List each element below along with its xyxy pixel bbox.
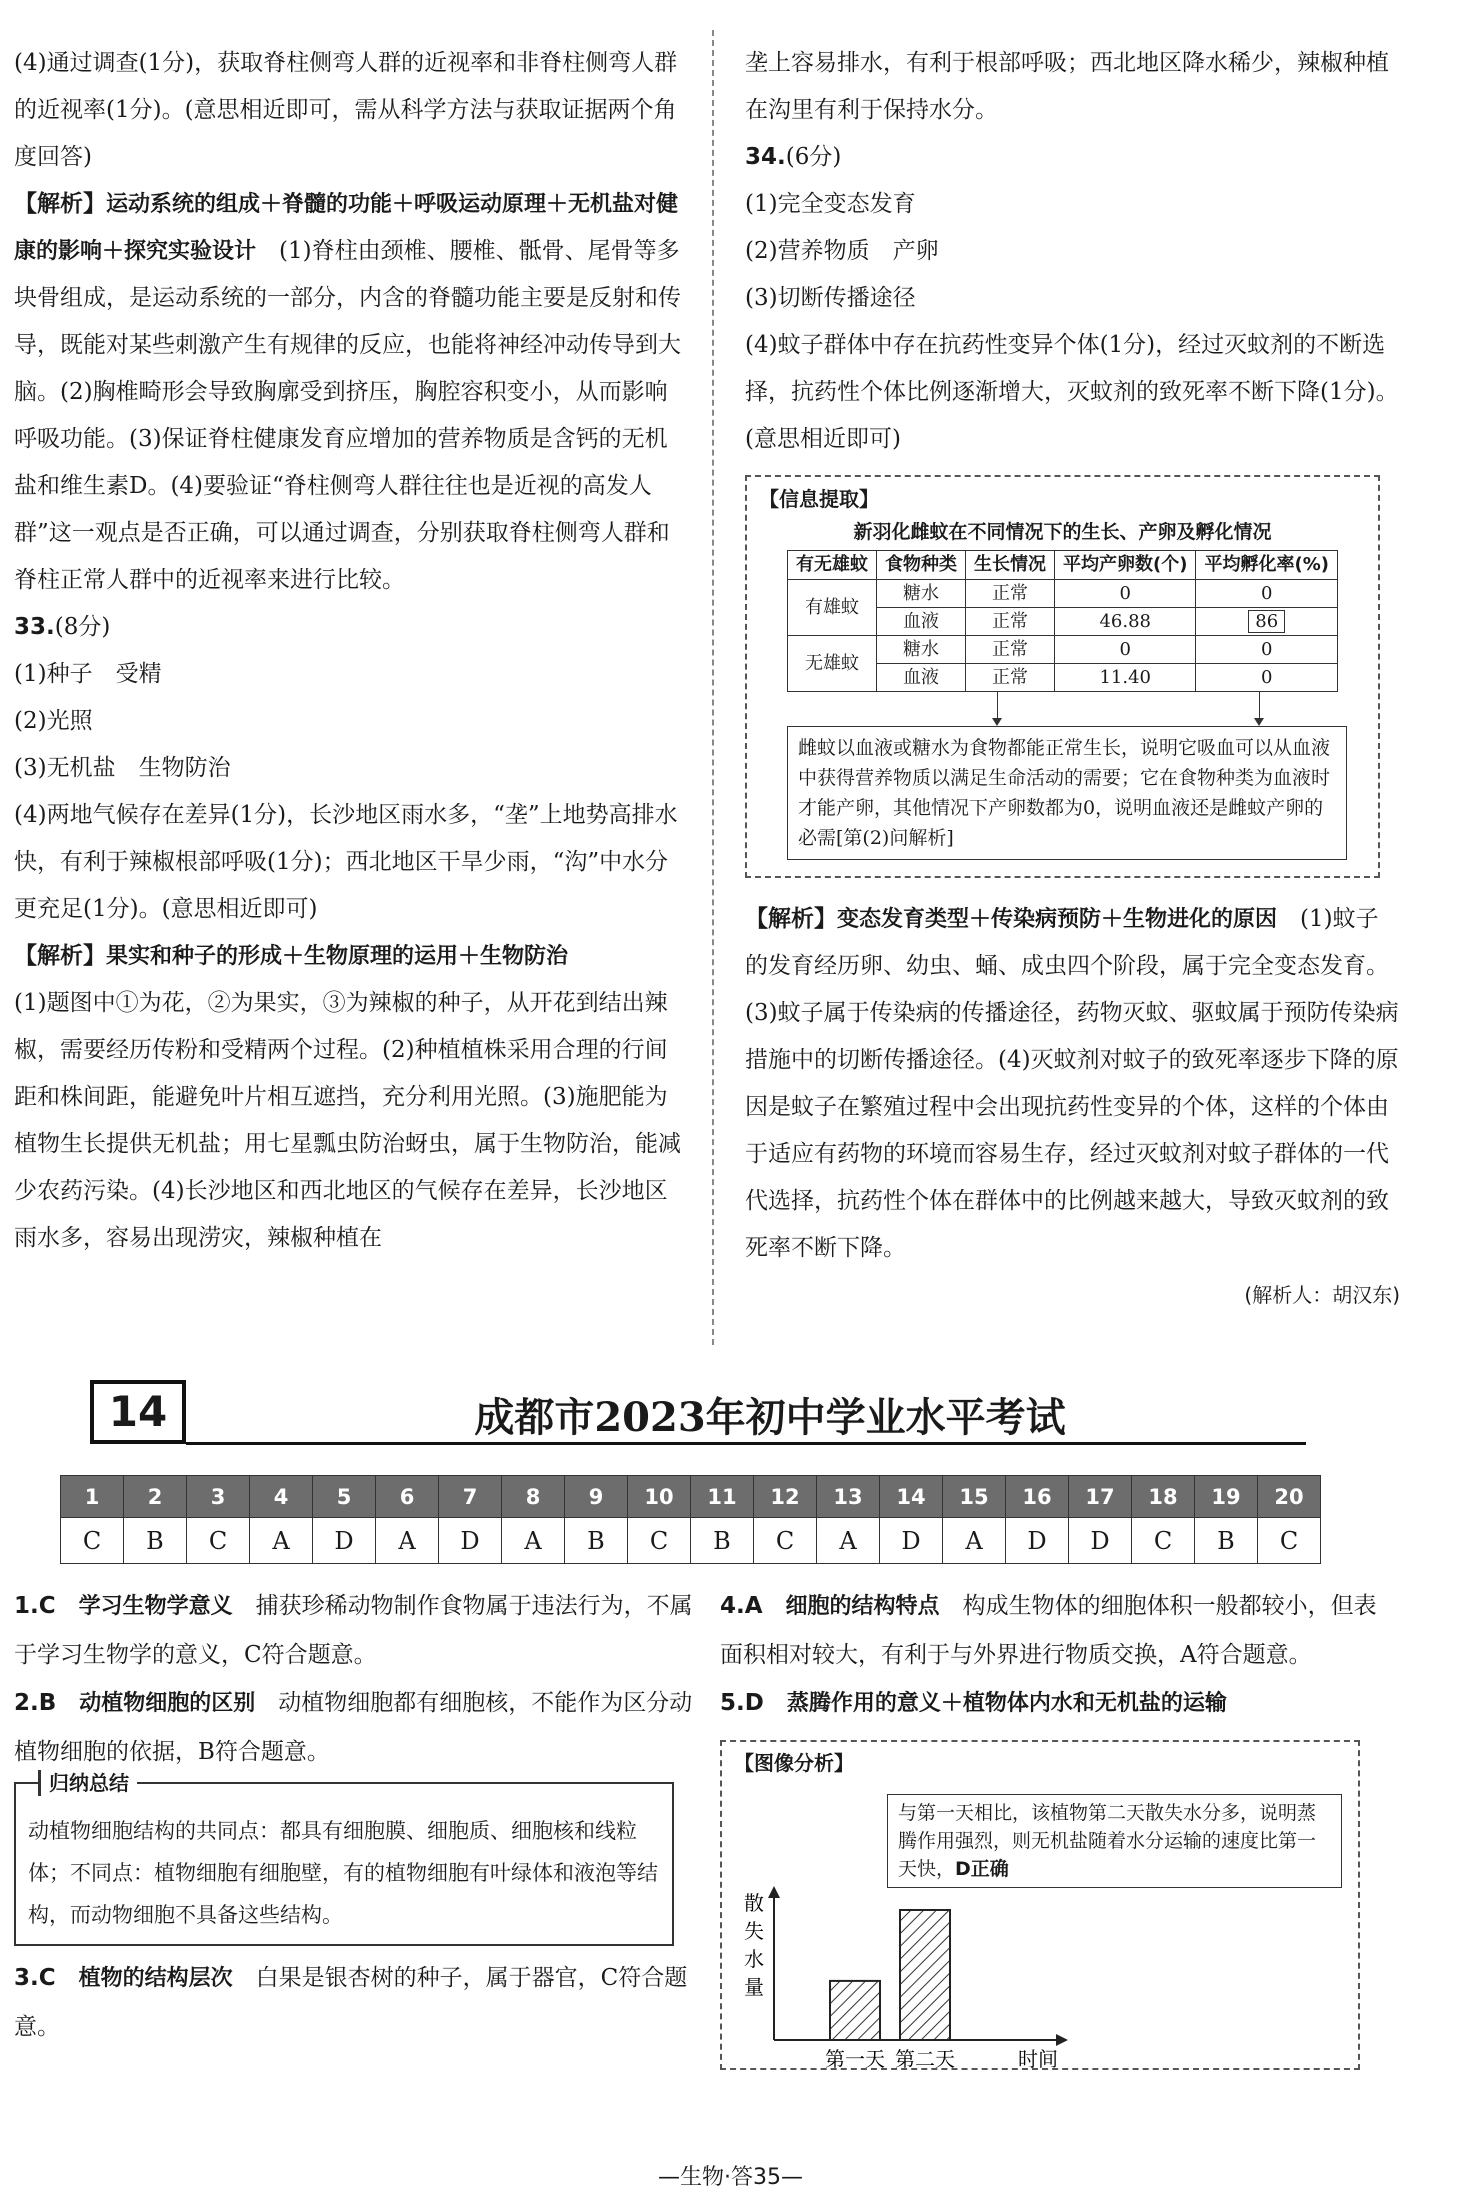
- q1-number: 1.C: [14, 1593, 56, 1619]
- q1-explanation: [14, 1582, 694, 1679]
- answer-key-answer: A: [376, 1518, 439, 1564]
- graph-title: 【图像分析】: [734, 1751, 854, 1775]
- answer-key-number: 3: [187, 1476, 250, 1518]
- y-axis-arrow-icon: [768, 1886, 780, 1898]
- q33-continued: 垄上容易排水，有利于根部呼吸；西北地区降水稀少，辣椒种植在沟里有利于保持水分。: [745, 50, 1389, 123]
- q34-heading: [745, 134, 1400, 181]
- info-table: [787, 550, 1338, 693]
- answer-key-answer: D: [439, 1518, 502, 1564]
- analysis-keypoints: 果实和种子的形成＋生物原理的运用＋生物防治: [106, 944, 569, 969]
- q3-explanation: [14, 1954, 694, 2051]
- q2-text: 动植物细胞都有细胞核，不能作为区分动植物细胞的依据，B符合题意。: [14, 1690, 693, 1765]
- growth-cell: 正常: [966, 664, 1055, 692]
- analysis-text: (1)脊柱由颈椎、腰椎、骶骨、尾骨等多块骨组成，是运动系统的一部分，内含的脊髓功能主要是反射和传导，既能对某些刺激产生有规律的反应，也能将神经冲动传导到大脑。(2)胸椎畸形会导致胸廓受到挤压，胸腔容积变小，从而影响呼吸功能。(3)保证脊柱健康发育应增加的营养物质是含钙的无机盐和维生素D。(4)要验证“脊柱侧弯人群往往也是近视的高发人群”这一观点是否正确，可以通过调查，分别获取脊柱侧弯人群和脊柱正常人群中的近视率来进行比较。: [14, 238, 681, 593]
- q33-heading: [14, 604, 684, 651]
- q4-keypoint: 细胞的结构特点: [785, 1594, 940, 1619]
- growth-cell: 正常: [966, 579, 1055, 607]
- answer-key-number: 6: [376, 1476, 439, 1518]
- answer-key-number: 19: [1195, 1476, 1258, 1518]
- bar-1: [830, 1981, 880, 2040]
- answer-key-number: 15: [943, 1476, 1006, 1518]
- hatch-cell: 0: [1196, 635, 1338, 663]
- q34-points: (6分): [785, 144, 842, 170]
- q34-answer-3: (3)切断传播途径: [745, 285, 916, 311]
- signature: (解析人：胡汉东): [1244, 1283, 1400, 1308]
- x-axis-label: 时间: [1018, 2047, 1058, 2071]
- food-cell: 血液: [877, 607, 966, 635]
- answer-key-answer: B: [565, 1518, 628, 1564]
- info-explanation: 雌蚊以血液或糖水为食物都能正常生长，说明它吸血可以从血液中获得营养物质以满足生命活动的需要；它在食物种类为血液时才能产卵，其他情况下产卵数都为0，说明血液还是雌蚊产卵的必需[第(2)问解析]: [787, 726, 1347, 860]
- q5-heading: [720, 1679, 1390, 1728]
- graph-note-text: 与第一天相比，该植物第二天散失水分多，说明蒸腾作用强烈，则无机盐随着水分运输的速度比第一天快，: [898, 1802, 1317, 1880]
- info-box-title: 【信息提取】: [759, 487, 879, 511]
- answer-key-answer: B: [691, 1518, 754, 1564]
- answer-key-answer: D: [1069, 1518, 1132, 1564]
- table-row: [788, 579, 1338, 607]
- q32-analysis: [14, 181, 684, 604]
- bottom-left-column: [14, 1582, 694, 2051]
- q4-explanation: [720, 1582, 1390, 1679]
- answer-key-number: 9: [565, 1476, 628, 1518]
- y-axis-label: 散失水量: [744, 1891, 764, 1999]
- info-table-caption: 新羽化雌蚊在不同情况下的生长、产卵及孵化情况: [853, 521, 1272, 543]
- answer-key-answer: C: [187, 1518, 250, 1564]
- growth-cell: 正常: [966, 635, 1055, 663]
- arrow-down-icon: [1259, 692, 1260, 722]
- answer-key-number: 10: [628, 1476, 691, 1518]
- header-cell: 生长情况: [966, 550, 1055, 579]
- group-cell: 无雄蚊: [788, 635, 877, 691]
- q33-answer-2: (2)光照: [14, 708, 93, 734]
- section-title: 成都市2023年初中学业水平考试: [474, 1394, 1066, 1441]
- q33-analysis-text: (1)题图中①为花，②为果实，③为辣椒的种子，从开花到结出辣椒，需要经历传粉和受精两个过程。(2)种植植株采用合理的行间距和株间距，能避免叶片相互遮挡，充分利用光照。(3)施肥能为植物生长提供无机盐；用七星瓢虫防治蚜虫，属于生物防治，能减少农药污染。(4)长沙地区和西北地区的气候存在差异，长沙地区雨水多，容易出现涝灾，辣椒种植在: [14, 990, 681, 1251]
- answer-key-number: 14: [880, 1476, 943, 1518]
- answer-key-answer: D: [1006, 1518, 1069, 1564]
- section-header: [90, 1380, 1305, 1450]
- hatch-cell: 0: [1196, 664, 1338, 692]
- q3-number: 3.C: [14, 1965, 56, 1991]
- answer-key-answer: A: [943, 1518, 1006, 1564]
- answer-key-answers: [61, 1518, 1321, 1564]
- eggs-cell: 11.40: [1055, 664, 1196, 692]
- answer-key-answer: C: [754, 1518, 817, 1564]
- analysis-keypoints: 变态发育类型＋传染病预防＋生物进化的原因: [837, 907, 1278, 933]
- section-number: 14: [90, 1380, 186, 1444]
- answer-key-number: 20: [1258, 1476, 1321, 1518]
- eggs-cell: 46.88: [1055, 607, 1196, 635]
- answer-key-answer: C: [1132, 1518, 1195, 1564]
- answer-key-answer: C: [1258, 1518, 1321, 1564]
- q5-keypoint: 蒸腾作用的意义＋植物体内水和无机盐的运输: [786, 1691, 1227, 1716]
- answer-key-answer: D: [313, 1518, 376, 1564]
- answer-key-number: 13: [817, 1476, 880, 1518]
- eggs-cell: 0: [1055, 635, 1196, 663]
- analysis-label: 【解析】: [745, 906, 837, 933]
- summary-title: 归纳总结: [38, 1770, 137, 1796]
- bottom-right-column: [720, 1582, 1390, 2070]
- graph-analysis-box: [720, 1740, 1360, 2070]
- answer-key-number: 1: [61, 1476, 124, 1518]
- q2-number: 2.B: [14, 1690, 57, 1716]
- category-label: 第一天: [825, 2047, 885, 2071]
- q33-points: (8分): [54, 614, 111, 640]
- answer-key-answer: C: [61, 1518, 124, 1564]
- table-row: [788, 635, 1338, 663]
- analysis-label: 【解析】: [14, 191, 106, 217]
- header-cell: 有无雄蚊: [788, 550, 877, 579]
- header-cell: 食物种类: [877, 550, 966, 579]
- growth-cell: 正常: [966, 607, 1055, 635]
- q34-analysis: [745, 896, 1400, 1272]
- header-cell: 平均孵化率(%): [1196, 550, 1338, 579]
- q34-answer-2: (2)营养物质 产卵: [745, 238, 939, 264]
- bar-2: [900, 1910, 950, 2040]
- answer-key-number: 11: [691, 1476, 754, 1518]
- answer-key-number: 17: [1069, 1476, 1132, 1518]
- analysis-text: (1)蚊子的发育经历卵、幼虫、蛹、成虫四个阶段，属于完全变态发育。(3)蚊子属于传染病的传播途径，药物灭蚊、驱蚊属于预防传染病措施中的切断传播途径。(4)灭蚊剂对蚊子的致死率逐步下降的原因是蚊子在繁殖过程中会出现抗药性变异的个体，这样的个体由于适应有药物的环境而容易生存，经过灭蚊剂对蚊子群体的一代代选择，抗药性个体在群体中的比例越来越大，导致灭蚊剂的致死率不断下降。: [745, 906, 1399, 1262]
- q34-answer-4: (4)蚊子群体中存在抗药性变异个体(1分)，经过灭蚊剂的不断选择，抗药性个体比例逐渐增大，灭蚊剂的致死率不断下降(1分)。(意思相近即可): [745, 332, 1399, 452]
- category-label: 第二天: [895, 2047, 955, 2071]
- hatch-cell: 0: [1196, 579, 1338, 607]
- answer-key-answer: D: [880, 1518, 943, 1564]
- left-column: [14, 40, 684, 1262]
- answer-key-number: 7: [439, 1476, 502, 1518]
- q3-text: 白果是银杏树的种子，属于器官，C符合题意。: [14, 1965, 688, 2040]
- q4-text: 构成生物体的细胞体积一般都较小，但表面积相对较大，有利于与外界进行物质交换，A符合题意。: [720, 1593, 1377, 1668]
- summary-text: 动植物细胞结构的共同点：都具有细胞膜、细胞质、细胞核和线粒体；不同点：植物细胞有细胞壁，有的植物细胞有叶绿体和液泡等结构，而动物细胞不具备这些结构。: [28, 1819, 658, 1927]
- q33-answer-4: (4)两地气候存在差异(1分)，长沙地区雨水多，“垄”上地势高排水快，有利于辣椒根部呼吸(1分)；西北地区干旱少雨，“沟”中水分更充足(1分)。(意思相近即可): [14, 802, 678, 922]
- q33-answer-1: (1)种子 受精: [14, 661, 162, 687]
- water-loss-chart: [722, 1742, 1362, 2072]
- answer-key-number: 8: [502, 1476, 565, 1518]
- info-table-header-row: [788, 550, 1338, 579]
- hatch-highlight: 86: [1248, 610, 1285, 633]
- group-cell: 有雄蚊: [788, 579, 877, 635]
- food-cell: 糖水: [877, 579, 966, 607]
- summary-box: [14, 1771, 674, 1946]
- hatch-cell: [1196, 607, 1338, 635]
- answer-key-answer: C: [628, 1518, 691, 1564]
- arrows: [759, 692, 1366, 726]
- info-extraction-box: [745, 475, 1380, 878]
- answer-key-answer: B: [124, 1518, 187, 1564]
- header-cell: 平均产卵数(个): [1055, 550, 1196, 579]
- q33-analysis: [14, 933, 684, 980]
- q4-number: 4.A: [720, 1593, 763, 1619]
- page-footer: —生物·答35—: [658, 2165, 803, 2190]
- q1-text: 捕获珍稀动物制作食物属于违法行为，不属于学习生物学的意义，C符合题意。: [14, 1593, 693, 1668]
- answer-key-answer: A: [502, 1518, 565, 1564]
- answer-key-table: [60, 1475, 1321, 1564]
- q33-number: 33.: [14, 614, 55, 640]
- answer-key-number: 4: [250, 1476, 313, 1518]
- q1-keypoint: 学习生物学意义: [78, 1594, 233, 1619]
- answer-key-answer: A: [817, 1518, 880, 1564]
- arrow-down-icon: [997, 692, 998, 722]
- q2-keypoint: 动植物细胞的区别: [79, 1691, 256, 1716]
- graph-note-conclusion: D正确: [955, 1858, 1009, 1880]
- answer-key-number: 2: [124, 1476, 187, 1518]
- q3-keypoint: 植物的结构层次: [78, 1966, 233, 1991]
- answer-key-answer: B: [1195, 1518, 1258, 1564]
- q34-number: 34.: [745, 144, 786, 170]
- graph-note: [887, 1794, 1342, 1888]
- q33-answer-3: (3)无机盐 生物防治: [14, 755, 231, 781]
- answer-key-number: 12: [754, 1476, 817, 1518]
- q5-number: 5.D: [720, 1690, 764, 1716]
- analysis-label: 【解析】: [14, 943, 106, 969]
- q32-answer-4: (4)通过调查(1分)，获取脊柱侧弯人群的近视率和非脊柱侧弯人群的近视率(1分)。(意思相近即可，需从科学方法与获取证据两个角度回答): [14, 50, 678, 170]
- food-cell: 糖水: [877, 635, 966, 663]
- q34-answer-1: (1)完全变态发育: [745, 191, 916, 217]
- answer-key-number: 5: [313, 1476, 376, 1518]
- answer-key-answer: A: [250, 1518, 313, 1564]
- food-cell: 血液: [877, 664, 966, 692]
- answer-key-number: 18: [1132, 1476, 1195, 1518]
- x-axis-arrow-icon: [1056, 2034, 1068, 2046]
- right-column: [745, 40, 1400, 1319]
- q2-explanation: [14, 1679, 694, 1776]
- answer-key-numbers: [61, 1476, 1321, 1518]
- column-divider: [712, 30, 714, 1345]
- analysis-keypoints: 运动系统的组成＋脊髓的功能＋呼吸运动原理＋无机盐对健康的影响＋探究实验设计: [14, 192, 679, 264]
- eggs-cell: 0: [1055, 579, 1196, 607]
- answer-key-number: 16: [1006, 1476, 1069, 1518]
